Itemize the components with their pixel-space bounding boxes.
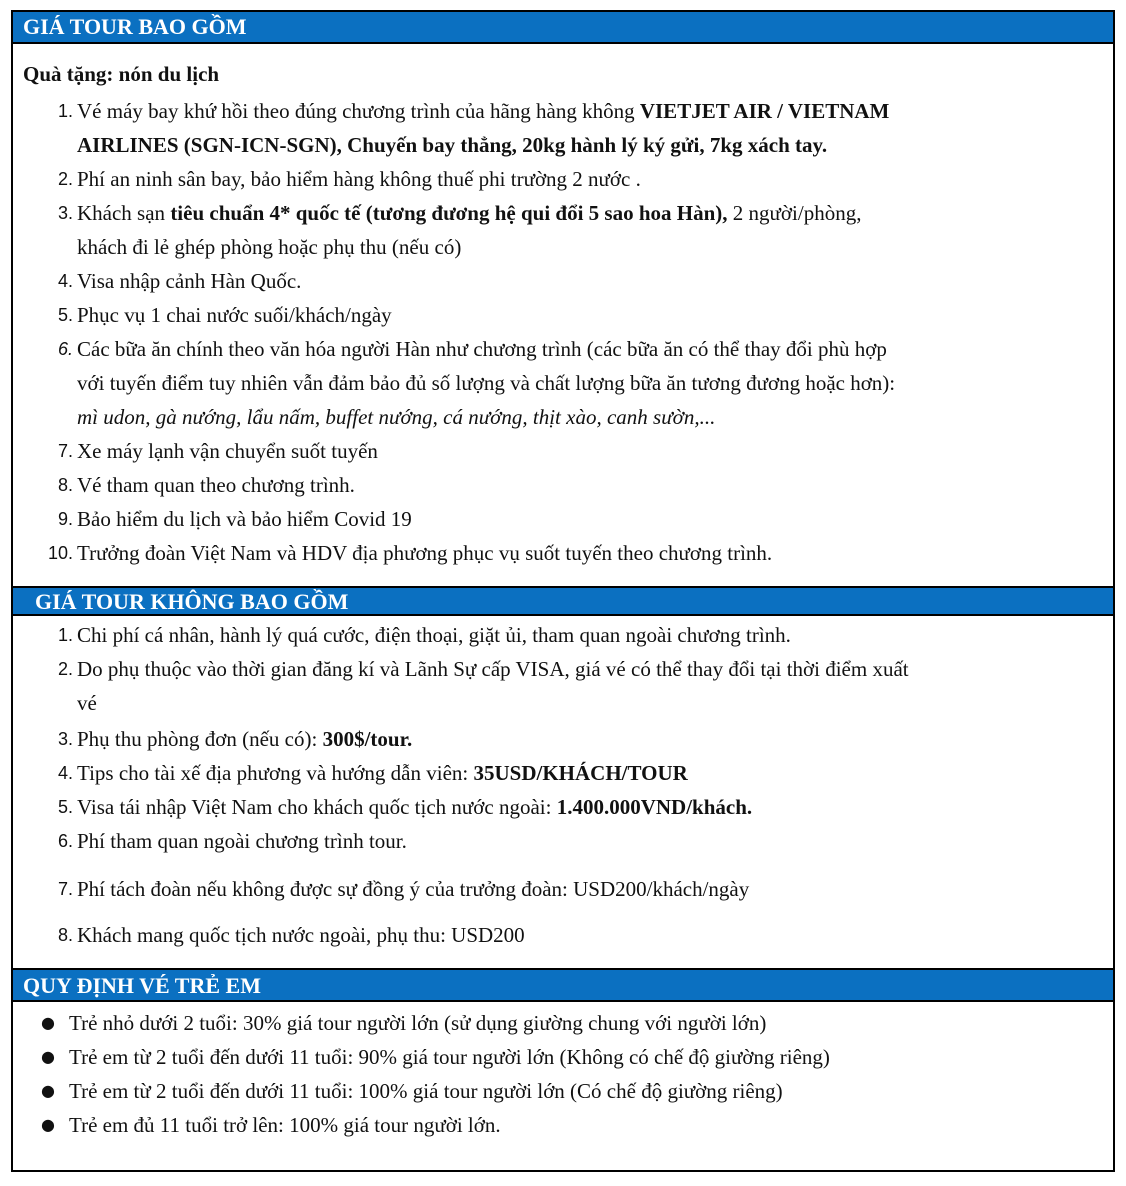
included-header [13, 12, 1113, 44]
tour-info-table: GIÁ TOUR BAO GỒM Quà tặng: nón du lịch 1. Vé máy bay khứ hồi theo đúng chương trình của hãng hàng không VIETJET AIR / VIETNAM AIRLINES (SGN-ICN-SGN), Chuyến bay thẳng, 20kg hành lý ký gửi, 7kg xách tay. 2. Phí an ninh sân bay, bảo hiểm hàng không thuế phi trường 2 nước . 3. Khách sạn tiêu chuẩn 4* quốc tế (tương đương hệ qui đổi 5 sao hoa Hàn), 2 người/phòng, khách đi lẻ ghép phòng hoặc phụ thu (nếu có) 4. Visa nhập cảnh Hàn Quốc. 5. Phục vụ 1 chai nước suối/khách/ngày 6. Các bữa ăn chính theo văn hóa người Hàn như chương trình (các bữa ăn có thể thay đổi phù hợp với tuyến điểm tuy nhiên vẫn đảm bảo đủ số lượng và chất lượng bữa ăn tương đương hoặc hơn): mì udon, gà nướng, lẩu nấm, buffet nướng, cá nướng, thịt xào, canh sườn,... 7. Xe máy lạnh vận chuyển suốt tuyến 8. Vé tham quan theo chương trình. 9. Bảo hiểm du lịch và bảo hiểm Covid 19 10. Trưởng đoàn Việt Nam và HDV địa phương phục vụ suốt tuyến theo chương trình. GIÁ TOUR KHÔNG BAO GỒM 1. Chi phí cá nhân, hành lý quá cước, điện thoại, giặt ủi, tham quan ngoài chương trình. 2. Do phụ thuộc vào thời gian đăng kí và Lãnh Sự cấp VISA, giá vé có thể thay đổi tại thời điểm xuất vé 3. Phụ thu phòng đơn (nếu có): 300$/tour. 4. Tips cho tài xế địa phương và hướng dẫn viên: 35USD/KHÁCH/TOUR 5. Visa tái nhập Việt Nam cho khách quốc tịch nước ngoài: 1.400.000VND/khách. 6. Phí tham quan ngoài chương trình tour. 7. Phí tách đoàn nếu không được sự đồng ý của trưởng đoàn: USD200/khách/ngày 8. Khách mang quốc tịch nước ngoài, phụ thu: USD200 QUY ĐỊNH VÉ TRẺ EM ● Trẻ nhỏ dưới 2 tuổi: 30% giá tour người lớn (sử dụng giường chung với người lớn) ● Trẻ em từ 2 tuổi đến dưới 11 tuổi: 90% giá tour người lớn (Không có chế độ giường riêng) ● Trẻ em từ 2 tuổi đến dưới 11 tuổi: 100% giá tour người lớn (Có chế độ giường riêng) ● Trẻ em đủ 11 tuổi trở lên: 100% giá tour người lớn. [11, 10, 1115, 1172]
bullet-icon: ● [41, 1047, 55, 1066]
excluded-header [13, 586, 1113, 616]
included-title: GIÁ TOUR BAO GỒM [23, 14, 247, 39]
included-item-1: 1. Vé máy bay khứ hồi theo đúng chương trình của hãng hàng không VIETJET AIR / VIETNAM AIRLINES (SGN-ICN-SGN), Chuyến bay thẳng, 20kg hành lý ký gửi, 7kg xách tay. [57, 99, 890, 157]
bullet-icon: ● [41, 1081, 55, 1100]
bullet-icon: ● [41, 1115, 55, 1134]
children-title: QUY ĐỊNH VÉ TRẺ EM [23, 973, 261, 998]
bullet-icon: ● [41, 1013, 55, 1032]
children-header [13, 968, 1113, 1002]
excluded-title: GIÁ TOUR KHÔNG BAO GỒM [35, 589, 349, 614]
gift-line: Quà tặng: nón du lịch [23, 62, 220, 86]
